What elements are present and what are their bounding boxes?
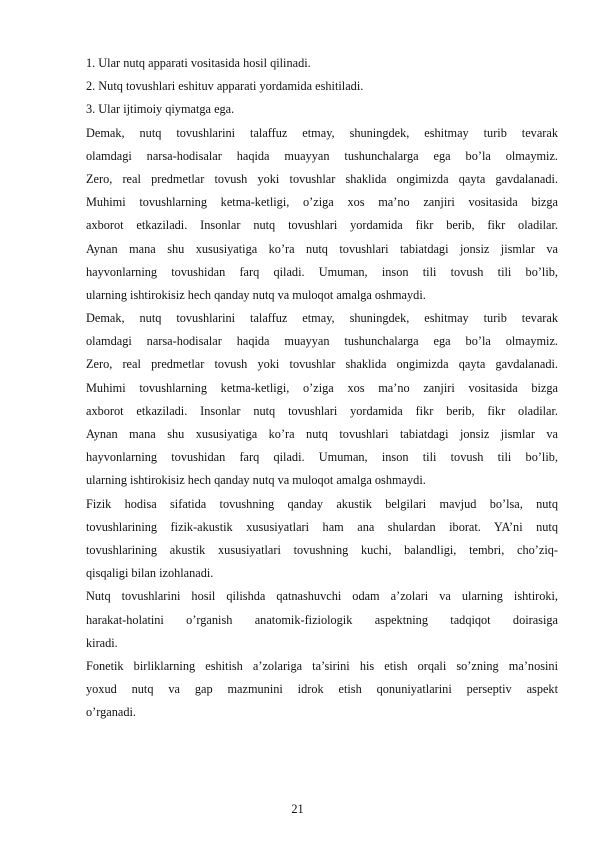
paragraph-2-line-8: ularning ishtirokisiz hech qanday nutq va muloqot amalga oshmaydi. bbox=[86, 473, 426, 488]
paragraph-4-line-1: Nutq tovushlarini hosil qilishda qatnashuvchi odam a’zolari va ularning ishtiroki, bbox=[86, 589, 558, 604]
paragraph-1-line-3: Zero, real predmetlar tovush yoki tovushlar shaklida ongimizda qayta gavdalanadi. bbox=[86, 171, 558, 186]
paragraph-2-line-4: Muhimi tovushlarning ketma-ketligi, o’ziga xos ma’no zanjiri vositasida bizga bbox=[86, 380, 558, 395]
paragraph-1-line-4: Muhimi tovushlarning ketma-ketligi, o’ziga xos ma’no zanjiri vositasida bizga bbox=[86, 195, 558, 210]
paragraph-4-line-3: kiradi. bbox=[86, 635, 118, 650]
paragraph-2-line-2: olamdagi narsa-hodisalar haqida muayyan tushunchalarga ega bo’la olmaymiz. bbox=[86, 334, 558, 349]
paragraph-2-line-3: Zero, real predmetlar tovush yoki tovushlar shaklida ongimizda qayta gavdalanadi. bbox=[86, 357, 558, 372]
paragraph-5-line-1: Fonetik birliklarning eshitish a’zolariga ta’sirini his etish orqali so’zning ma’nosini bbox=[86, 658, 558, 673]
list-item-2: 2. Nutq tovushlari eshituv apparati yordamida eshitiladi. bbox=[86, 79, 364, 94]
paragraph-1-line-1: Demak, nutq tovushlarini talaffuz etmay, shuningdek, eshitmay turib tevarak bbox=[86, 125, 558, 140]
paragraph-3-line-1: Fizik hodisa sifatida tovushning qanday akustik belgilari mavjud bo’lsa, nutq bbox=[86, 496, 558, 511]
paragraph-1-line-2: olamdagi narsa-hodisalar haqida muayyan tushunchalarga ega bo’la olmaymiz. bbox=[86, 148, 558, 163]
paragraph-2-line-1: Demak, nutq tovushlarini talaffuz etmay, shuningdek, eshitmay turib tevarak bbox=[86, 311, 558, 326]
paragraph-4-line-2: harakat-holatini o’rganish anatomik-fiziologik aspektning tadqiqot doirasiga bbox=[86, 612, 558, 627]
paragraph-1-line-6: Aynan mana shu xususiyatiga ko’ra nutq tovushlari tabiatdagi jonsiz jismlar va bbox=[86, 241, 558, 256]
paragraph-1-line-7: hayvonlarning tovushidan farq qiladi. Umuman, inson tili tovush tili bo’lib, bbox=[86, 264, 558, 279]
paragraph-1-line-8: ularning ishtirokisiz hech qanday nutq va muloqot amalga oshmaydi. bbox=[86, 287, 426, 302]
document-body bbox=[86, 52, 558, 724]
paragraph-3-line-4: qisqaligi bilan izohlanadi. bbox=[86, 566, 214, 581]
paragraph-5-line-3: o’rganadi. bbox=[86, 705, 136, 720]
paragraph-5-line-2: yoxud nutq va gap mazmunini idrok etish qonuniyatlarini perseptiv aspekt bbox=[86, 682, 558, 697]
list-item-3: 3. Ular ijtimoiy qiymatga ega. bbox=[86, 102, 235, 117]
paragraph-2-line-6: Aynan mana shu xususiyatiga ko’ra nutq tovushlari tabiatdagi jonsiz jismlar va bbox=[86, 427, 558, 441]
paragraph-2-line-5: axborot etkaziladi. Insonlar nutq tovushlari yordamida fikr berib, fikr oladilar. bbox=[86, 403, 558, 418]
paragraph-2-line-7: hayvonlarning tovushidan farq qiladi. Umuman, inson tili tovush tili bo’lib, bbox=[86, 450, 558, 465]
paragraph-3-line-2: tovushlarining fizik-akustik xususiyatlari ham ana shulardan iborat. YA’ni nutq bbox=[86, 519, 558, 534]
page-number: 21 bbox=[291, 802, 304, 816]
paragraph-1-line-5: axborot etkaziladi. Insonlar nutq tovushlari yordamida fikr berib, fikr oladilar. bbox=[86, 218, 558, 233]
list-item-1: 1. Ular nutq apparati vositasida hosil qilinadi. bbox=[86, 56, 311, 70]
paragraph-3-line-3: tovushlarining akustik xususiyatlari tovushning kuchi, balandligi, tembri, cho’ziq- bbox=[86, 542, 558, 557]
